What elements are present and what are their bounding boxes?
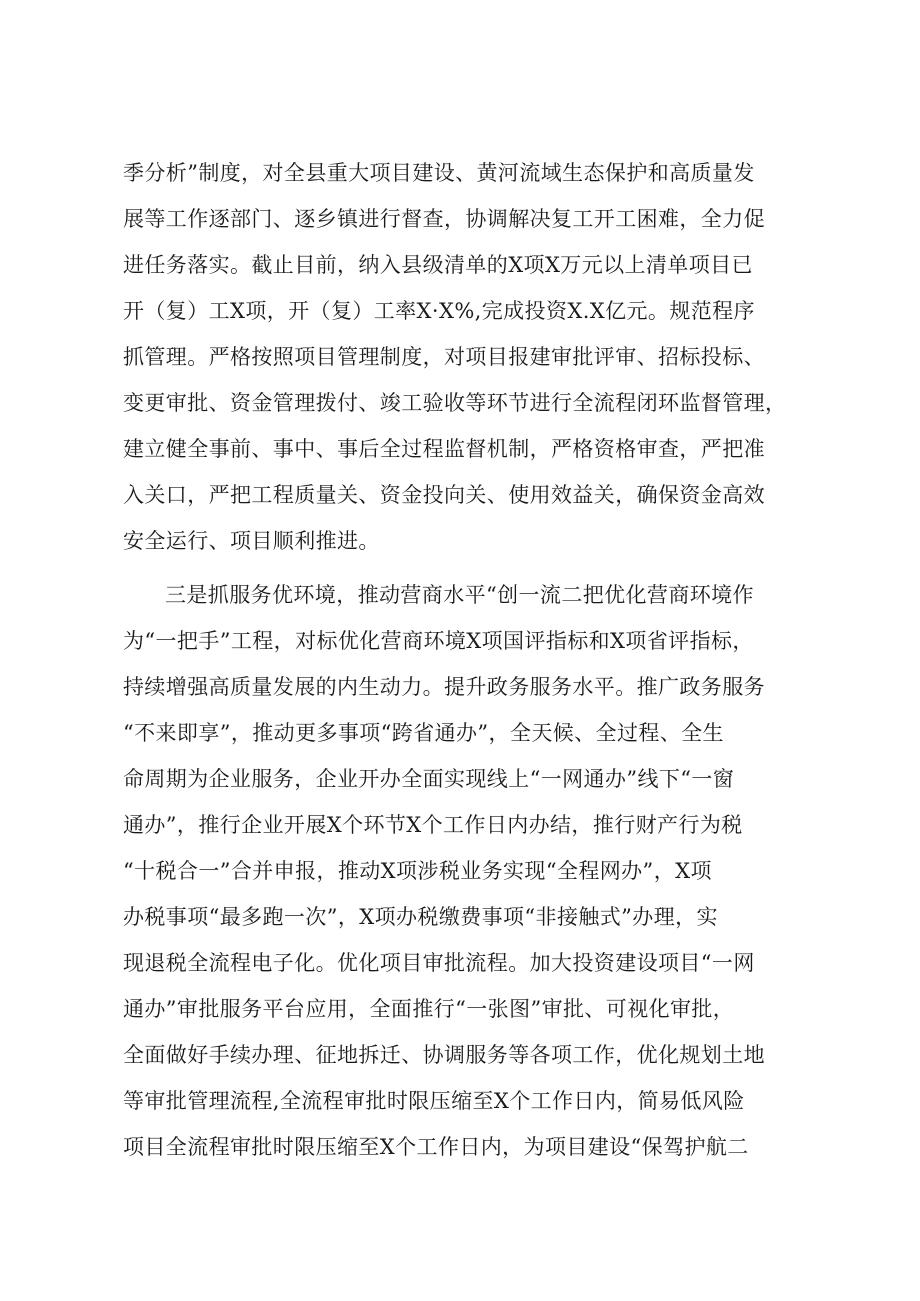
text-line: 变更审批、资金管理拨付、竣工验收等环节进行全流程闭环监督管理， [123, 391, 787, 415]
text-line: 季分析”制度，对全县重大项目建设、黄河流域生态保护和高质量发 [123, 161, 755, 185]
text-line: 命周期为企业服务，企业开办全面实现线上“一网通办”线下“一窗 [123, 767, 735, 791]
paragraph-2 [123, 572, 813, 1170]
paragraph-1 [123, 150, 813, 564]
text-line: 等审批管理流程,全流程审批时限压缩至X个工作日内，简易低风险 [123, 1089, 745, 1113]
text-line: 开（复）工X项，开（复）工率X·X%,完成投资X.X亿元。规范程序 [123, 299, 755, 323]
text-line: 通办”审批服务平台应用，全面推行“一张图”审批、可视化审批， [123, 997, 735, 1021]
paragraph-spacer [123, 564, 813, 572]
text-line: 通办”，推行企业开展X个环节X个工作日内办结，推行财产行为税 [123, 813, 743, 837]
text-line: 展等工作逐部门、逐乡镇进行督查，协调解决复工开工困难，全力促 [123, 207, 765, 231]
text-line: 持续增强高质量发展的内生动力。提升政务服务水平。推广政务服务 [123, 675, 765, 699]
text-line: 全面做好手续办理、征地拆迁、协调服务等各项工作，优化规划土地 [123, 1043, 765, 1067]
document-body [123, 150, 813, 1170]
text-line: “不来即享”，推动更多事项“跨省通办”，全天候、全过程、全生 [123, 721, 724, 745]
text-line: 项目全流程审批时限压缩至X个工作日内，为项目建设“保驾护航二 [123, 1135, 749, 1159]
text-line: 入关口，严把工程质量关、资金投向关、使用效益关，确保资金高效 [123, 483, 765, 507]
text-line: 办税事项“最多跑一次”，X项办税缴费事项“非接触式”办理，实 [123, 905, 718, 929]
text-line: 安全运行、项目顺利推进。 [123, 529, 380, 553]
text-line: 现退税全流程电子化。优化项目审批流程。加大投资建设项目“一网 [123, 951, 755, 975]
text-line: 建立健全事前、事中、事后全过程监督机制，严格资格审查，严把准 [123, 437, 765, 461]
text-line-first: 三是抓服务优环境，推动营商水平“创一流二把优化营商环境作 [165, 583, 754, 607]
text-line: 为“一把手”工程，对标优化营商环境X项国评指标和X项省评指标， [123, 629, 754, 653]
text-line: 进任务落实。截止目前，纳入县级清单的X项X万元以上清单项目已 [123, 253, 753, 277]
text-line: 抓管理。严格按照项目管理制度，对项目报建审批评审、招标投标、 [123, 345, 765, 369]
text-line: “十税合一”合并申报，推动X项涉税业务实现“全程网办”，X项 [123, 859, 712, 883]
